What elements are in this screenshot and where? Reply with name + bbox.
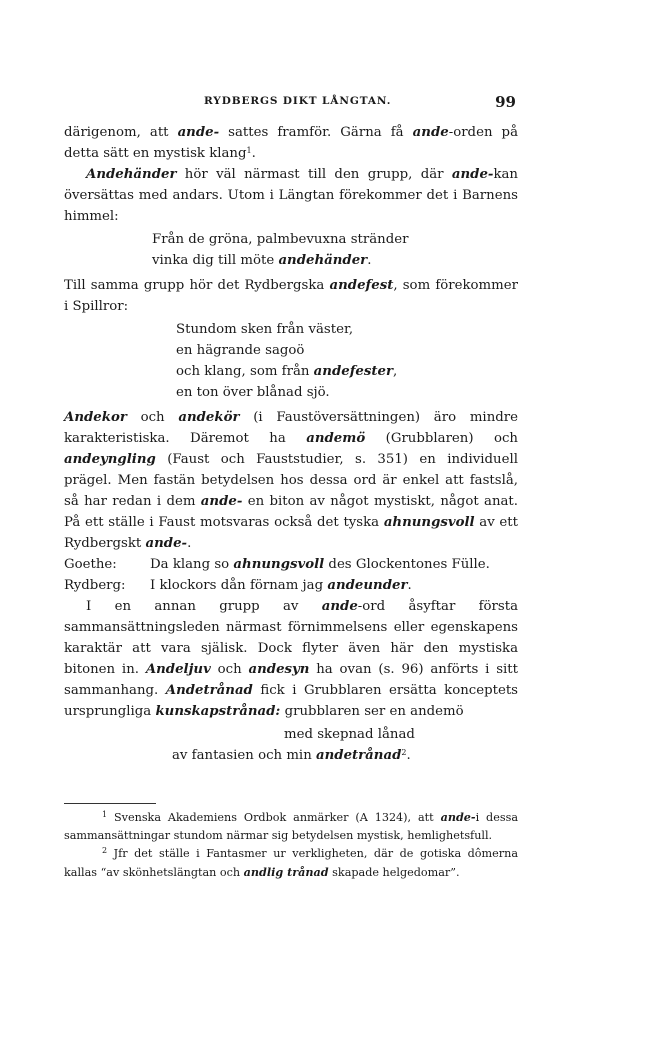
text: I en annan grupp av — [86, 599, 322, 614]
italic-term: ande — [412, 125, 449, 140]
main-text — [64, 122, 518, 770]
paragraph-4 — [64, 407, 518, 554]
italic-term: ahnungsvoll — [233, 557, 325, 572]
italic-term: Andeljuv — [145, 662, 211, 677]
quote-author: Rydberg: — [64, 578, 126, 593]
text: (Faust och Fauststudier, s. 351) en individuell prägel. Men fastän betydelsen hos dessa ord är enkel att fastslå, så har redan i dem — [64, 452, 518, 509]
italic-term: andefester — [313, 364, 393, 379]
text: och — [210, 662, 249, 677]
text: i dessa sammansättningar stundom närmar sig betydelsen mystisk, hemlighetsfull. — [64, 811, 518, 842]
text: (i Faustöversättningen) äro mindre karakteristiska. Däremot ha — [64, 410, 518, 446]
quote-text — [150, 554, 490, 575]
text: , — [393, 364, 398, 379]
text: Jfr det ställe i Fantasmer ur verkligheten, där de gotiska dômerna kallas “av skönhetslängtan och — [64, 847, 518, 879]
italic-term: andemö — [306, 431, 366, 446]
page-number: 99 — [495, 93, 516, 111]
text: vinka dig till möte — [152, 253, 279, 268]
italic-term: Andetrånad — [165, 683, 253, 698]
poem-line — [64, 745, 518, 766]
italic-term: ande- — [440, 810, 476, 824]
text: . — [251, 146, 256, 161]
goethe-quote — [64, 554, 518, 575]
poem-quote-3 — [64, 724, 518, 766]
text: ha ovan (s. 96) anförts i sitt sammanhang. — [64, 662, 518, 698]
text: kan översättas med andars. Utom i Längtan förekommer det i Barnens himmel: — [64, 167, 518, 224]
footnote-1 — [64, 808, 518, 845]
poem-line — [176, 361, 518, 382]
poem-line: Från de gröna, palmbevuxna stränder — [152, 232, 409, 247]
paragraph-2 — [64, 164, 518, 227]
text: des Glockentones Fülle. — [324, 557, 490, 572]
footnote-ref: 2 — [401, 748, 407, 757]
footnote-ref: 1 — [246, 146, 252, 155]
italic-term: andeyngling — [64, 452, 156, 467]
text: sattes framför. Gärna få — [219, 125, 413, 140]
text: (Grubblaren) och — [365, 431, 518, 446]
poem-quote-1 — [64, 229, 518, 271]
footnotes — [64, 808, 518, 882]
text: därigenom, att — [64, 125, 178, 140]
rydberg-quote — [64, 575, 518, 596]
italic-term: andehänder — [278, 253, 368, 268]
italic-term: ahnungsvoll — [383, 515, 475, 530]
poem-line: Stundom sken från väster, — [176, 322, 354, 337]
paragraph-5 — [64, 596, 518, 722]
text: . — [406, 748, 411, 763]
text: och klang, som från — [176, 364, 314, 379]
italic-term: andekör — [178, 410, 240, 425]
italic-term: andetrånad — [315, 748, 402, 763]
footnote-2 — [64, 845, 518, 882]
text: -orden på detta sätt en mystisk klang — [64, 125, 518, 161]
footnote-mark: 2 — [102, 846, 108, 855]
italic-term: ande- — [451, 167, 494, 182]
poem-line: en hägrande sagoö — [176, 343, 305, 358]
poem-line: en ton över blånad sjö. — [176, 385, 330, 400]
text: skapade helgedomar”. — [328, 866, 460, 879]
text: fick i Grubblaren ersätta konceptets ursprungliga — [64, 683, 518, 719]
text: -ord åsyftar första sammansättningsleden närmast förnimmelsens eller egenskapens karaktär att vara själisk. Dock flyter även här den mystiska bitonen in. — [64, 599, 518, 677]
text: , som förekommer i Spillror: — [64, 278, 518, 314]
quote-text — [150, 575, 412, 596]
text: Svenska Akademiens Ordbok anmärker (A 1324), att — [107, 811, 441, 824]
text: Da klang so — [150, 557, 234, 572]
poem-line: med skepnad lånad — [284, 727, 415, 742]
running-head: RYDBERGS DIKT LÅNGTAN. — [204, 95, 392, 107]
footnote-mark: 1 — [102, 810, 108, 819]
paragraph-3 — [64, 275, 518, 317]
poem-quote-2 — [64, 319, 518, 403]
poem-line — [152, 250, 518, 271]
page-header — [64, 93, 518, 113]
footnote-rule — [64, 803, 156, 804]
italic-term: ande- — [145, 536, 188, 551]
text: en biton av något mystiskt, något anat. På ett ställe i Faust motsvaras också det tyska — [64, 494, 519, 530]
text: av ett Rydbergskt — [64, 515, 518, 551]
italic-term: ande- — [200, 494, 243, 509]
italic-term: Andekor — [64, 410, 127, 425]
text: I klockors dån förnam jag — [150, 578, 328, 593]
quote-author: Goethe: — [64, 557, 117, 572]
text: . — [187, 536, 192, 551]
italic-term: ande — [321, 599, 358, 614]
italic-term: andlig trånad — [243, 865, 329, 879]
text: och — [126, 410, 179, 425]
text: . — [407, 578, 412, 593]
text: av fantasien och min — [172, 748, 316, 763]
italic-term: andesyn — [248, 662, 310, 677]
italic-term: Andehänder — [86, 167, 177, 182]
italic-term: ande- — [177, 125, 220, 140]
italic-term: andefest — [329, 278, 394, 293]
italic-term: kunskapstrånad: — [155, 704, 281, 719]
text: grubblaren ser en andemö — [280, 704, 464, 719]
text: hör väl närmast till den grupp, där — [176, 167, 452, 182]
text: Till samma grupp hör det Rydbergska — [64, 278, 330, 293]
italic-term: andeunder — [327, 578, 408, 593]
paragraph-1 — [64, 122, 518, 164]
text: . — [367, 253, 372, 268]
